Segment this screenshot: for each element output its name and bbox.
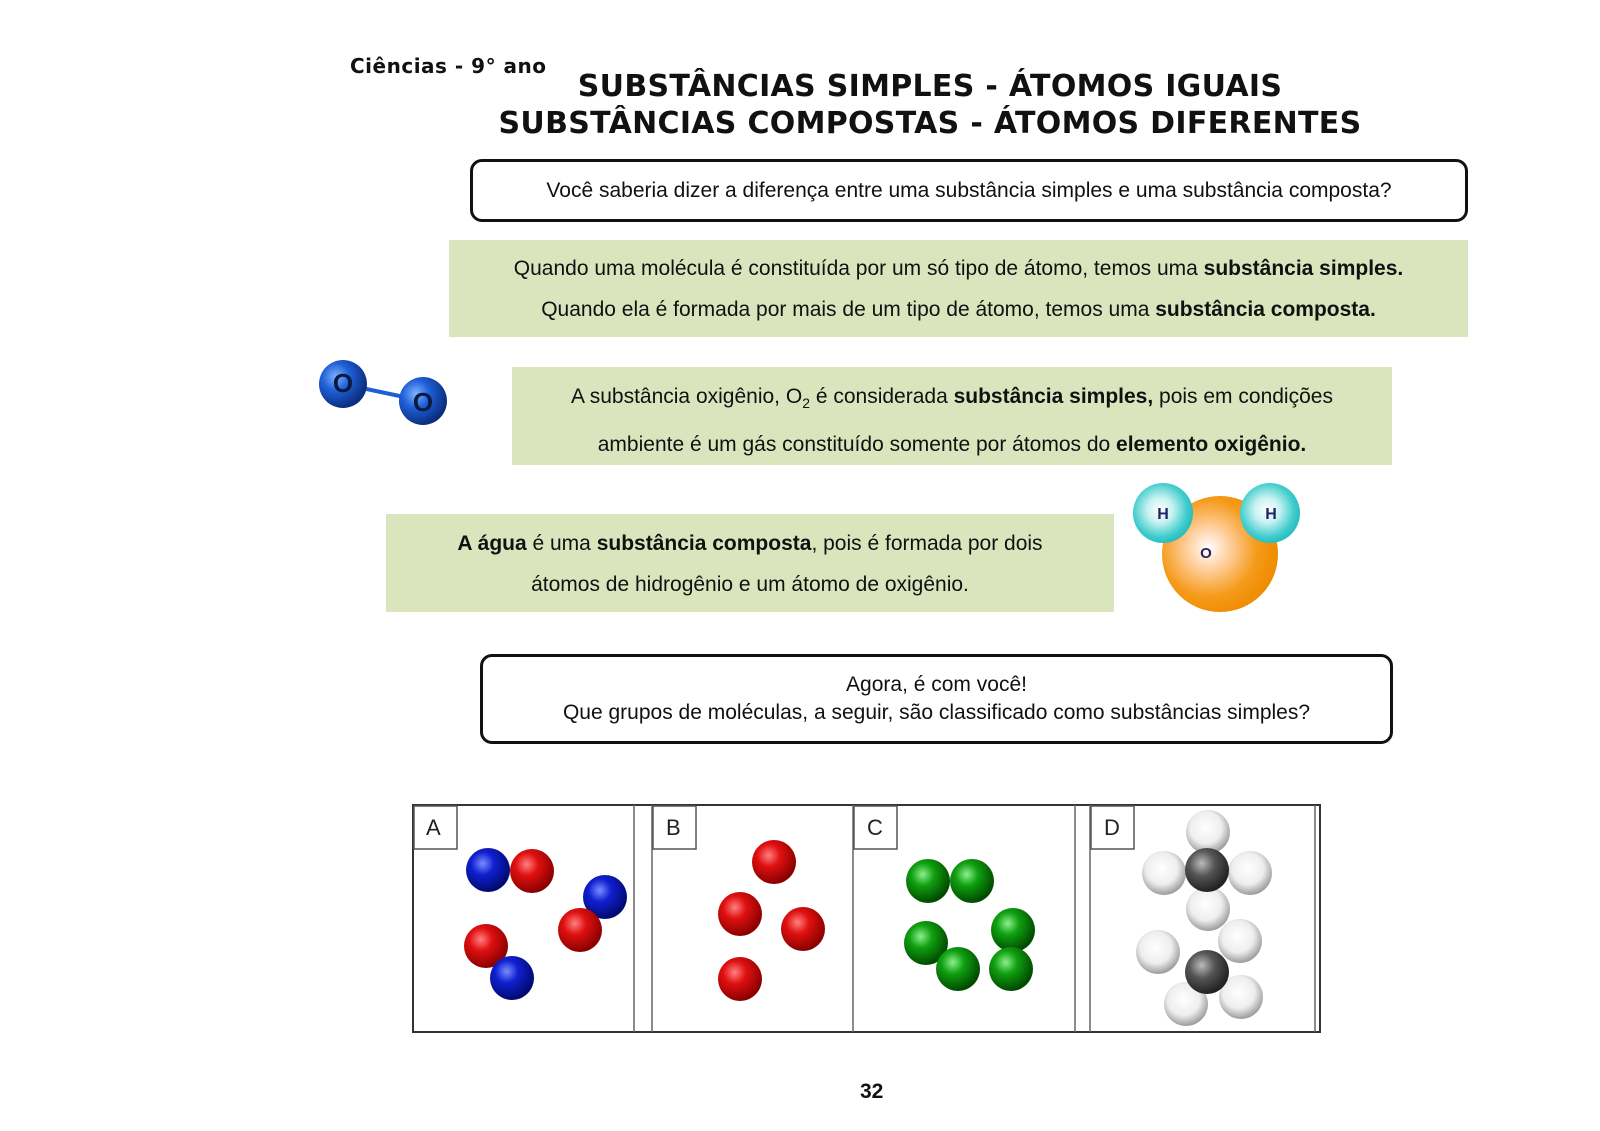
atom-green [989, 947, 1033, 991]
atom-blue [490, 956, 534, 1000]
question-2-line-1: Agora, é com você! [846, 673, 1027, 696]
oxygen-line-1: A substância oxigênio, $O_2$ é considerada substância simples, pois em condições [571, 385, 1333, 411]
atom-red [718, 957, 762, 1001]
water-h2-label: H [1265, 506, 1277, 523]
water-h1-label: H [1157, 506, 1169, 523]
definition-line-1: Quando uma molécula é constituída por um só tipo de átomo, temos uma substância simples. [513, 257, 1404, 280]
oxygen-molecule-illustration [310, 358, 470, 448]
oxygen-atom-2-label: O [412, 387, 434, 417]
atom-blue [466, 848, 510, 892]
panel-d-label: D [1104, 815, 1120, 840]
oxygen-box [512, 367, 1392, 465]
question-box-1 [470, 159, 1468, 222]
subject-label: Ciências - 9° ano [350, 54, 547, 78]
water-line-1: A água é uma substância composta, pois é formada por dois [457, 532, 1043, 555]
title-line-1: SUBSTÂNCIAS SIMPLES - ÁTOMOS IGUAIS [577, 69, 1283, 104]
atom-white [1142, 851, 1186, 895]
water-molecule-illustration [1130, 478, 1320, 618]
atom-red [510, 849, 554, 893]
atom-green [950, 859, 994, 903]
oxygen-line-2: ambiente é um gás constituído somente por átomos do elemento oxigênio. [597, 433, 1307, 456]
page-title [440, 68, 1420, 142]
atom-white [1186, 810, 1230, 854]
panel-c-label: C [867, 815, 883, 840]
atom-green [906, 859, 950, 903]
oxygen-atom-1-label: O [332, 368, 354, 398]
panel-a-label: A [426, 815, 441, 840]
title-line-2: SUBSTÂNCIAS COMPOSTAS - ÁTOMOS DIFERENTES [498, 106, 1362, 141]
atom-white [1218, 919, 1262, 963]
atom-green [936, 947, 980, 991]
question-1-text: Você saberia dizer a diferença entre uma substância simples e uma substância composta? [546, 178, 1392, 202]
atom-gray [1185, 950, 1229, 994]
atom-green [991, 908, 1035, 952]
water-line-2: átomos de hidrogênio e um átomo de oxigênio. [531, 573, 969, 596]
question-2-line-2: Que grupos de moléculas, a seguir, são classificado como substâncias simples? [562, 701, 1311, 724]
atom-red [718, 892, 762, 936]
atom-gray [1185, 848, 1229, 892]
atom-red [781, 907, 825, 951]
definition-box [449, 240, 1468, 337]
molecule-groups-figure [412, 804, 1321, 1033]
atom-white [1228, 851, 1272, 895]
definition-line-2: Quando ela é formada por mais de um tipo de átomo, temos uma substância composta. [541, 298, 1376, 321]
water-box [386, 514, 1114, 612]
atom-red [752, 840, 796, 884]
panel-b-label: B [666, 815, 681, 840]
question-box-2 [480, 654, 1393, 744]
atom-white [1186, 887, 1230, 931]
page-number: 32 [860, 1080, 884, 1103]
atom-red [558, 908, 602, 952]
water-o-label: O [1200, 545, 1212, 562]
atom-white [1136, 930, 1180, 974]
